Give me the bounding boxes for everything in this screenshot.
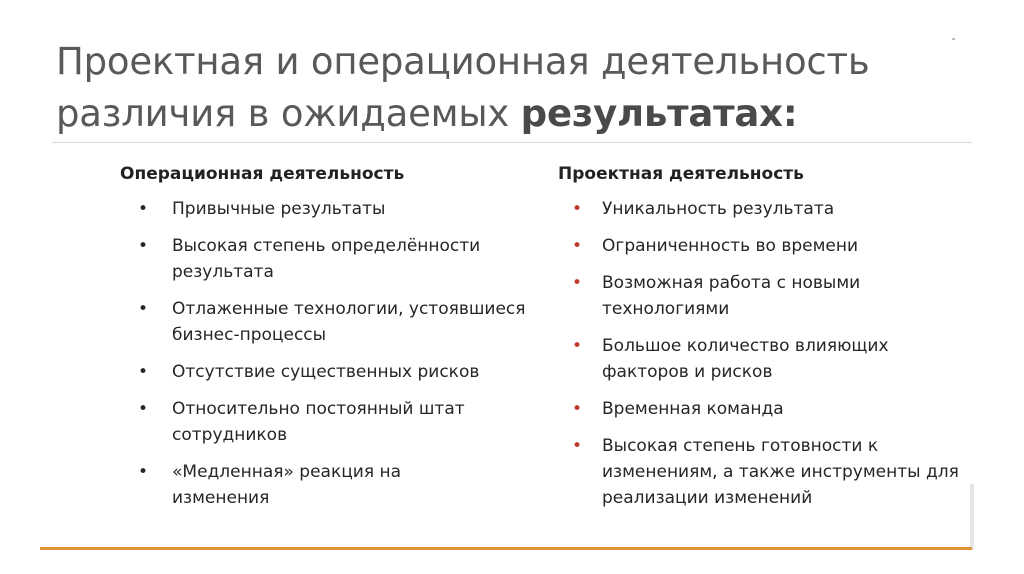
title-divider xyxy=(52,142,972,143)
operational-item-text: «Медленная» реакция на изменения xyxy=(172,462,402,508)
operational-column xyxy=(120,162,526,522)
bullet-icon: • xyxy=(138,399,149,419)
list-item xyxy=(120,396,512,448)
project-list xyxy=(558,196,958,511)
list-item xyxy=(120,359,502,385)
bullet-icon: • xyxy=(138,462,149,482)
bottom-divider xyxy=(40,547,972,550)
slide-title-line2: различия в ожидаемых xyxy=(56,92,521,135)
project-heading: Проектная деятельность xyxy=(558,164,804,184)
slide-title-line2-bold: результатах: xyxy=(520,92,798,135)
bullet-icon: • xyxy=(572,236,583,256)
bullet-icon: • xyxy=(572,436,583,456)
list-item xyxy=(558,333,962,385)
slide-edge-shadow xyxy=(970,484,974,550)
bullet-icon: • xyxy=(572,336,583,356)
operational-item-text: Отлаженные технологии, устоявшиеся бизнес-процессы xyxy=(172,299,526,345)
slide-title xyxy=(56,36,986,140)
list-item xyxy=(558,233,982,259)
project-item-text: Возможная работа с новыми технологиями xyxy=(602,273,861,319)
list-item xyxy=(120,196,502,222)
slide-title-line1: Проектная и операционная деятельность xyxy=(56,40,870,83)
project-item-text: Временная команда xyxy=(602,399,784,419)
operational-item-text: Привычные результаты xyxy=(172,199,386,219)
bullet-icon: • xyxy=(138,236,149,256)
list-item xyxy=(558,196,982,222)
operational-list xyxy=(120,196,526,511)
project-column xyxy=(558,162,958,511)
list-item xyxy=(558,396,982,422)
operational-item-text: Относительно постоянный штат сотрудников xyxy=(172,399,465,445)
list-item xyxy=(120,296,542,348)
bullet-icon: • xyxy=(138,199,149,219)
bullet-icon: • xyxy=(572,199,583,219)
list-item xyxy=(120,459,502,511)
corner-mark xyxy=(952,38,955,40)
project-item-text: Ограниченность во времени xyxy=(602,236,859,256)
operational-item-text: Отсутствие существенных рисков xyxy=(172,362,480,382)
list-item xyxy=(120,233,502,285)
project-item-text: Высокая степень готовности к изменениям, а также инструменты для реализации изменений xyxy=(602,436,959,508)
list-item xyxy=(558,270,962,322)
list-item xyxy=(558,433,972,511)
project-item-text: Большое количество влияющих факторов и рисков xyxy=(602,336,889,382)
bullet-icon: • xyxy=(138,362,149,382)
bullet-icon: • xyxy=(572,399,583,419)
bullet-icon: • xyxy=(138,299,149,319)
project-item-text: Уникальность результата xyxy=(602,199,835,219)
bullet-icon: • xyxy=(572,273,583,293)
operational-heading: Операционная деятельность xyxy=(120,164,405,184)
operational-item-text: Высокая степень определённости результата xyxy=(172,236,481,282)
